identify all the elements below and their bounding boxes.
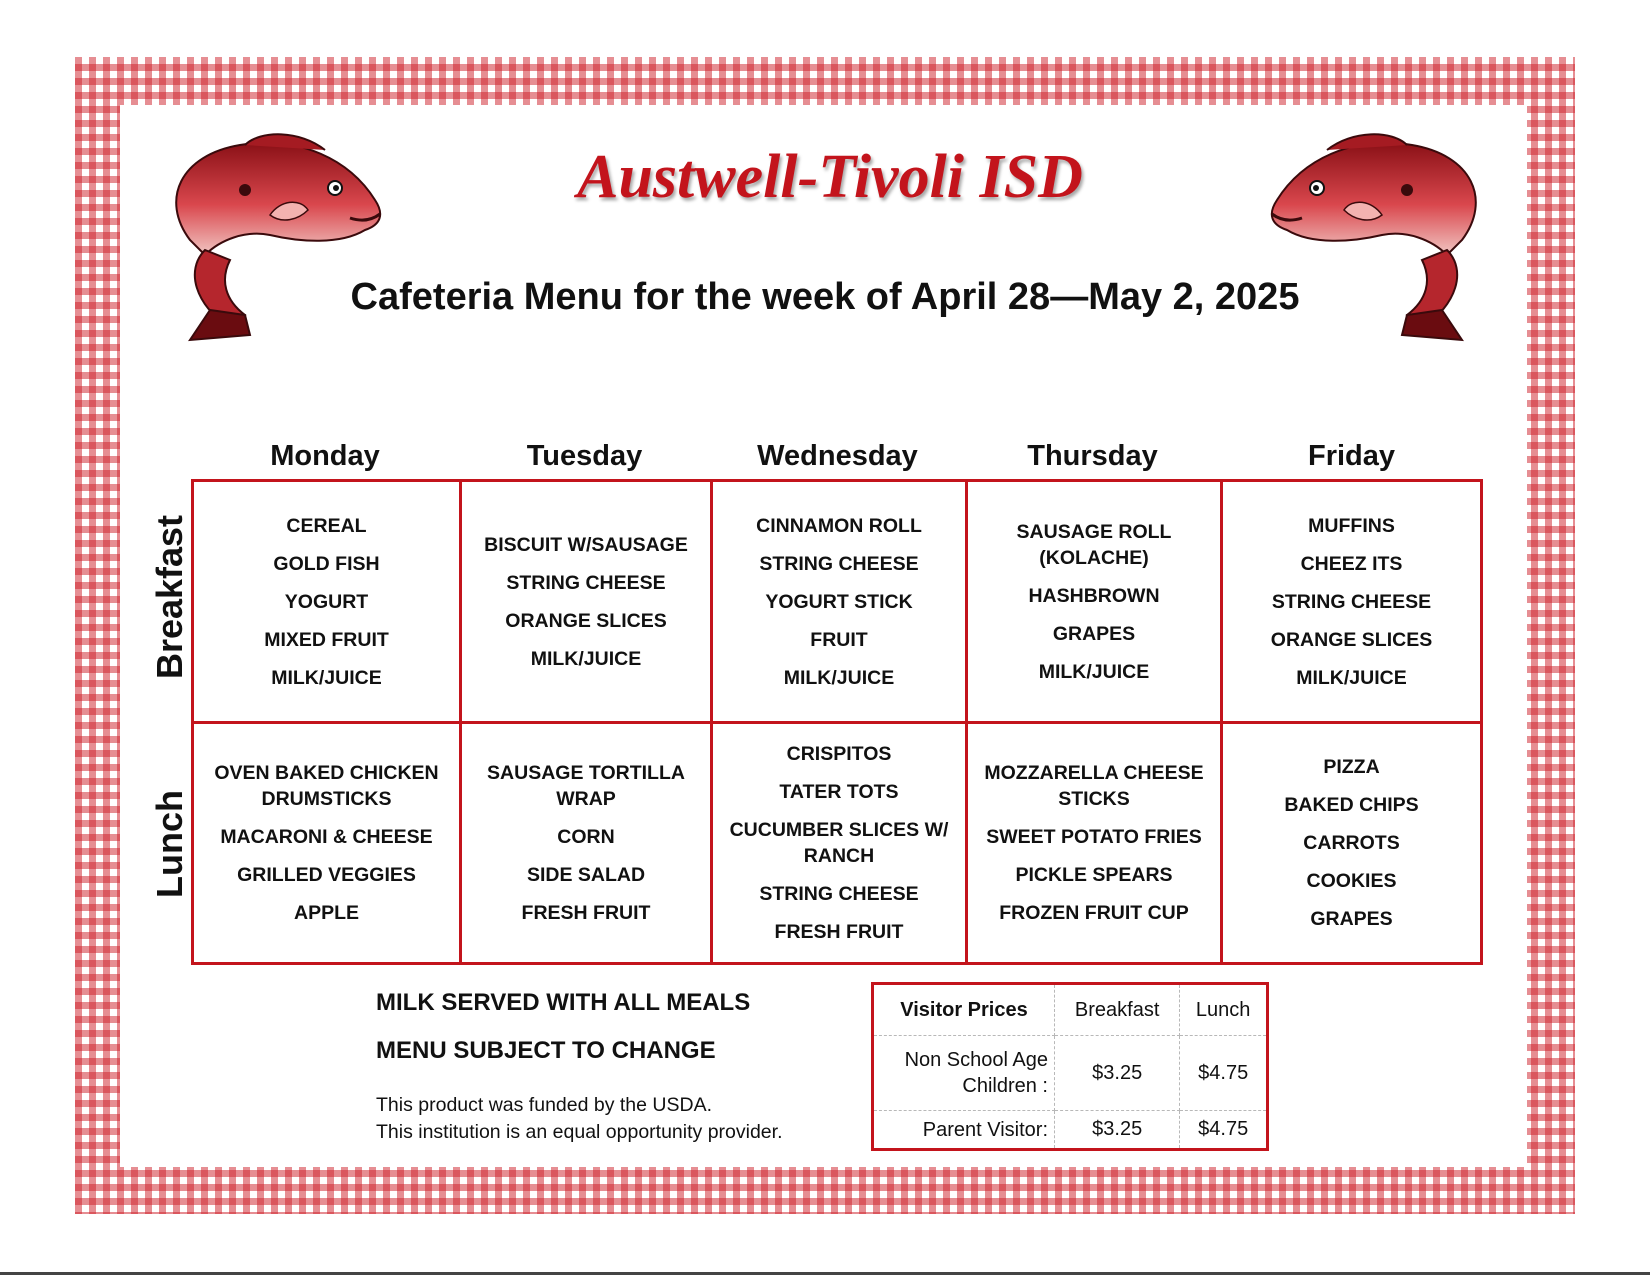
equal-opportunity-statement: This institution is an equal opportunity provider. — [376, 1121, 783, 1143]
day-header-thursday: Thursday — [1027, 440, 1158, 472]
menu-item: PICKLE SPEARS — [1015, 864, 1173, 886]
menu-item: CORN — [557, 826, 615, 848]
menu-item: MIXED FRUIT — [264, 628, 389, 651]
menu-item: SIDE SALAD — [526, 864, 646, 886]
price-breakfast: $3.25 — [1055, 1036, 1180, 1111]
menu-item: ORANGE SLICES — [1270, 628, 1433, 651]
price-lunch: $4.75 — [1180, 1036, 1266, 1111]
district-title: Austwell-Tivoli ISD — [577, 143, 1083, 211]
menu-item: HASHBROWN — [1028, 584, 1160, 607]
menu-item: CARROTS — [1303, 832, 1400, 854]
day-header-wednesday: Wednesday — [757, 440, 918, 472]
menu-cell — [968, 482, 1223, 724]
menu-item: MOZZARELLA CHEESE STICKS — [984, 762, 1204, 810]
menu-cell — [462, 724, 713, 962]
menu-item: CINNAMON ROLL — [756, 514, 922, 537]
menu-item: GOLD FISH — [273, 552, 380, 575]
prices-header-title: Visitor Prices — [874, 985, 1055, 1036]
menu-item: YOGURT — [284, 590, 369, 613]
day-header-tuesday: Tuesday — [526, 440, 643, 472]
menu-item: MACARONI & CHEESE — [220, 826, 433, 848]
menu-item: BISCUIT W/SAUSAGE — [484, 533, 688, 556]
menu-item: STRING CHEESE — [506, 571, 666, 594]
menu-item: MILK/JUICE — [530, 647, 642, 670]
menu-cell — [1223, 724, 1480, 962]
menu-item: YOGURT STICK — [765, 590, 913, 613]
menu-item: CRISPITOS — [786, 743, 892, 765]
row-label-breakfast: Breakfast — [149, 514, 190, 680]
price-breakfast: $3.25 — [1055, 1111, 1180, 1149]
menu-subtitle: Cafeteria Menu for the week of April 28—May 2, 2025 — [350, 276, 1300, 318]
price-lunch: $4.75 — [1198, 1118, 1249, 1140]
menu-item: MILK/JUICE — [1296, 666, 1407, 689]
menu-item: TATER TOTS — [779, 781, 899, 803]
menu-cell — [194, 482, 462, 724]
visitor-prices-table — [871, 982, 1269, 1151]
menu-cell — [1223, 482, 1480, 724]
prices-header-lunch: Lunch — [1180, 985, 1266, 1036]
menu-item: FRUIT — [810, 628, 868, 651]
menu-item: GRAPES — [1052, 622, 1136, 645]
milk-note: MILK SERVED WITH ALL MEALS — [376, 989, 751, 1016]
menu-cell — [713, 724, 968, 962]
menu-cell — [713, 482, 968, 724]
menu-item: PIZZA — [1323, 756, 1380, 778]
menu-cell — [968, 724, 1223, 962]
price-row-label: Parent Visitor: — [874, 1111, 1055, 1149]
price-row-label: Non School Age Children : — [874, 1036, 1055, 1111]
menu-item: APPLE — [293, 902, 359, 924]
menu-item: SAUSAGE ROLL (KOLACHE) — [1016, 520, 1172, 569]
menu-item: SWEET POTATO FRIES — [986, 826, 1202, 848]
change-note: MENU SUBJECT TO CHANGE — [376, 1037, 716, 1064]
menu-item: STRING CHEESE — [759, 883, 919, 905]
menu-item: COOKIES — [1306, 870, 1397, 892]
menu-item: ORANGE SLICES — [505, 609, 667, 632]
menu-item: GRAPES — [1310, 908, 1393, 930]
menu-item: MILK/JUICE — [783, 666, 895, 689]
menu-cell — [194, 724, 462, 962]
menu-item: CEREAL — [286, 514, 367, 537]
menu-item: MUFFINS — [1308, 514, 1395, 537]
menu-item: STRING CHEESE — [759, 552, 919, 575]
day-header-friday: Friday — [1307, 440, 1396, 472]
prices-header-breakfast: Breakfast — [1055, 985, 1180, 1036]
menu-item: CHEEZ ITS — [1300, 552, 1403, 575]
menu-item: BAKED CHIPS — [1284, 794, 1419, 816]
menu-item: CUCUMBER SLICES W/ RANCH — [729, 819, 949, 867]
menu-item: OVEN BAKED CHICKEN DRUMSTICKS — [214, 762, 439, 810]
menu-item: STRING CHEESE — [1271, 590, 1432, 613]
row-label-lunch: Lunch — [149, 790, 190, 898]
menu-item: GRILLED VEGGIES — [237, 864, 416, 886]
menu-item: MILK/JUICE — [271, 666, 382, 689]
menu-cell — [462, 482, 713, 724]
menu-grid — [191, 479, 1483, 965]
menu-item: FROZEN FRUIT CUP — [999, 902, 1189, 924]
menu-item: FRESH FRUIT — [521, 902, 651, 924]
day-header-monday: Monday — [270, 440, 380, 472]
menu-notes — [376, 990, 856, 1146]
menu-item: MILK/JUICE — [1038, 660, 1150, 683]
menu-item: SAUSAGE TORTILLA WRAP — [487, 762, 685, 810]
menu-item: FRESH FRUIT — [774, 921, 904, 943]
usda-statement: This product was funded by the USDA. — [376, 1094, 713, 1116]
